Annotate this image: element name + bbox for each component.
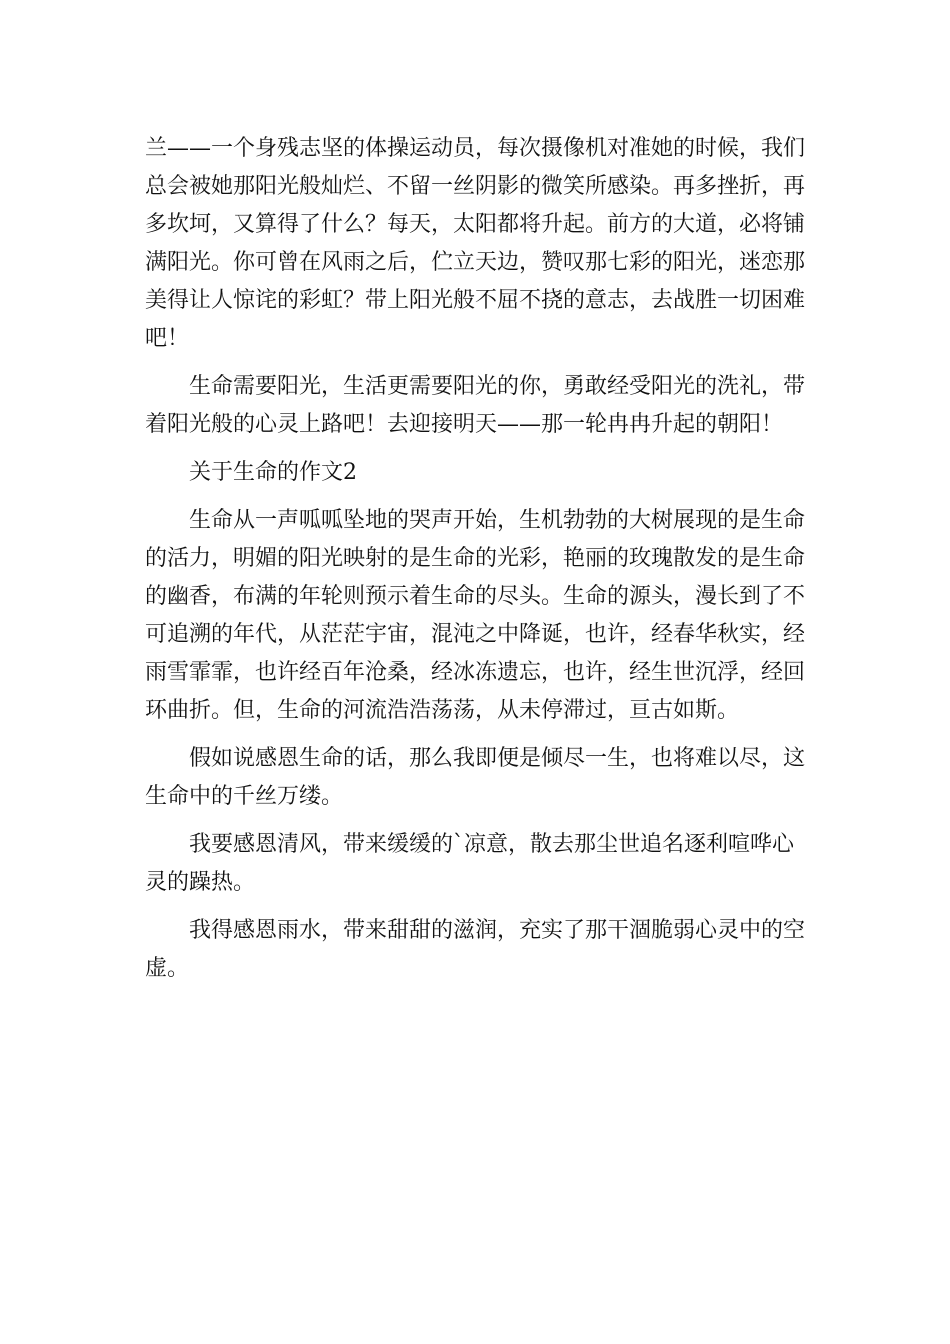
essay-title: 关于生命的作文2 [189,460,357,485]
document-body [145,130,810,988]
paragraph-continuation: 兰——一个身残志坚的体操运动员，每次摄像机对准她的时候，我们总会被她那阳光般灿烂、不留一丝阴影的微笑所感染。再多挫折，再多坎坷，又算得了什么？每天，太阳都将升起。前方的大道，必将铺满阳光。你可曾在风雨之后，伫立天边，赞叹那七彩的阳光，迷恋那美得让人惊诧的彩虹？带上阳光般不屈不挠的意志，去战胜一切困难吧！ [145,136,806,351]
paragraph-gratitude-intro: 假如说感恩生命的话，那么我即便是倾尽一生，也将难以尽，这生命中的千丝万缕。 [145,746,806,809]
paragraph-thank-rain: 我得感恩雨水，带来甜甜的滋润，充实了那干涸脆弱心灵中的空虚。 [145,918,806,981]
paragraph-sunshine-conclusion: 生命需要阳光，生活更需要阳光的你，勇敢经受阳光的洗礼，带着阳光般的心灵上路吧！去迎接明天——那一轮冉冉升起的朝阳！ [145,374,806,437]
paragraph-thank-wind: 我要感恩清风，带来缓缓的`凉意，散去那尘世追名逐利喧哗心灵的躁热。 [145,832,795,895]
paragraph-life-origin: 生命从一声呱呱坠地的哭声开始，生机勃勃的大树展现的是生命的活力，明媚的阳光映射的是生命的光彩，艳丽的玫瑰散发的是生命的幽香，布满的年轮则预示着生命的尽头。生命的源头，漫长到了不可追溯的年代，从茫茫宇宙，混沌之中降诞，也许，经春华秋实，经雨雪霏霏，也许经百年沧桑，经冰冻遗忘，也许，经生世沉浮，经回环曲折。但，生命的河流浩浩荡荡，从未停滞过，亘古如斯。 [145,508,806,723]
